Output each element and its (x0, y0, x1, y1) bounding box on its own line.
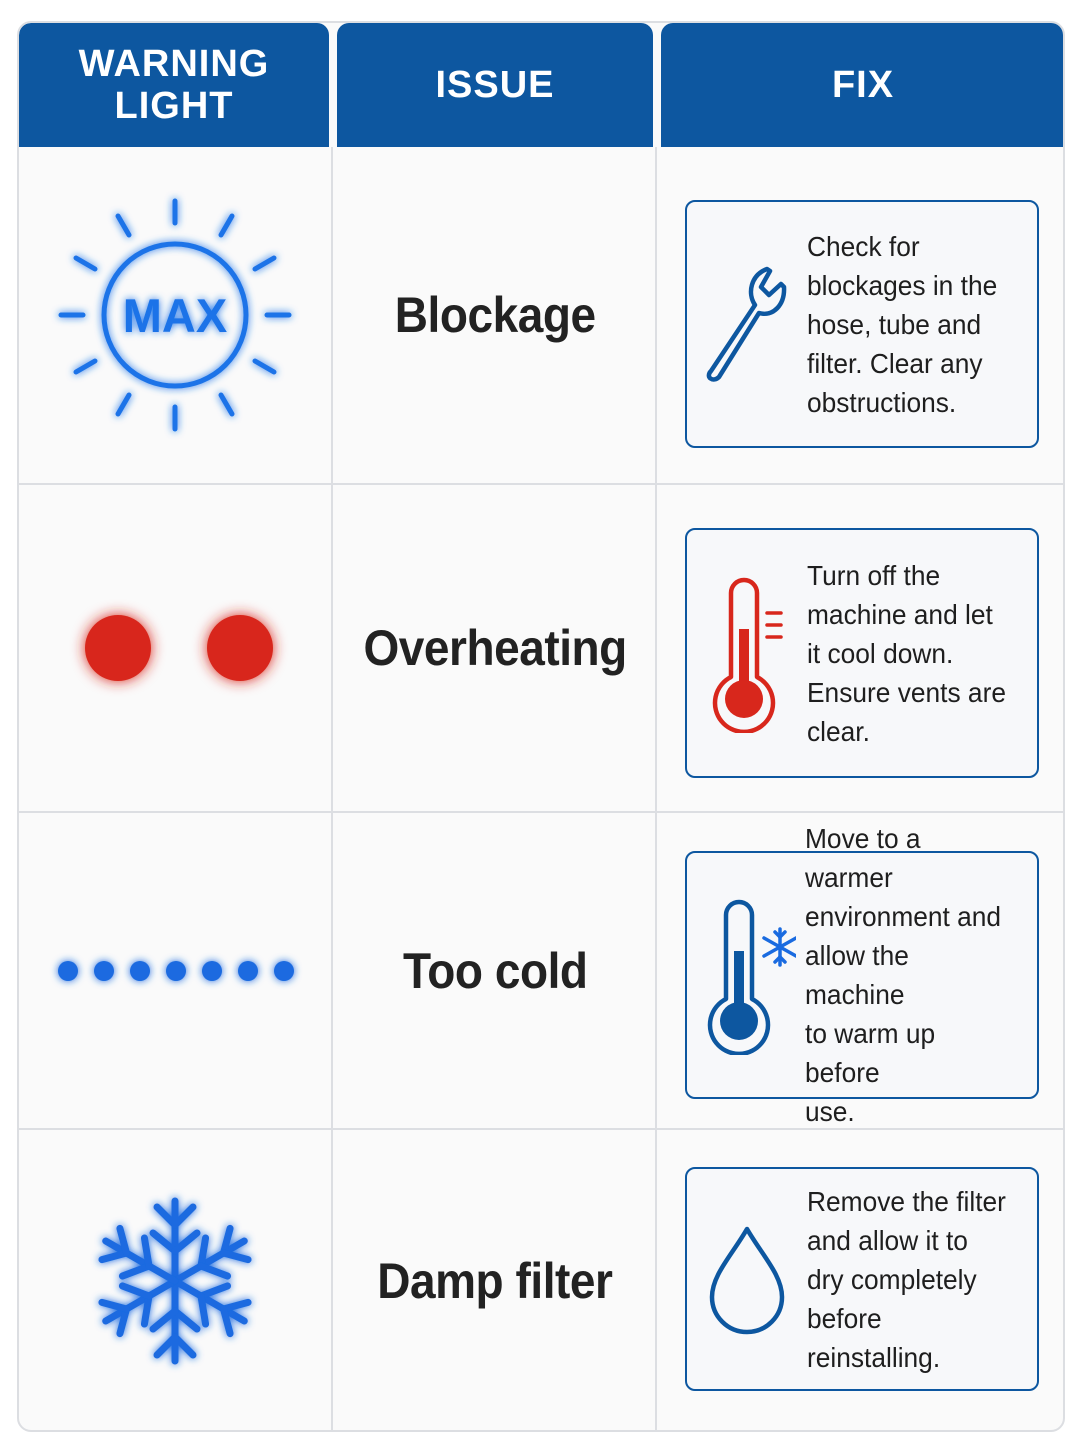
issue-label: Overheating (363, 620, 627, 676)
fix-line: environment and (805, 901, 1002, 932)
fix-line: dry completely (807, 1263, 977, 1295)
blue-dot (274, 961, 294, 981)
warning-light-cell (19, 485, 331, 811)
blue-dot (166, 961, 186, 981)
fix-box (685, 200, 1039, 448)
fix-box (685, 1167, 1039, 1391)
warning-light-table (17, 21, 1065, 1432)
fix-line: Move to a warmer (805, 823, 921, 893)
fix-line: filter. Clear any (807, 347, 983, 379)
fix-line: Check for (807, 230, 920, 262)
blue-dot (130, 961, 150, 981)
snowflake-icon (75, 1181, 275, 1381)
warning-light-cell (19, 1130, 331, 1432)
fix-line: clear. (807, 715, 870, 747)
max-glow-icon (45, 185, 305, 445)
cold-thermometer-icon (687, 895, 805, 1055)
fix-cell (659, 813, 1065, 1128)
issue-cell (333, 485, 657, 811)
warning-light-cell (19, 147, 331, 483)
issue-cell (333, 813, 657, 1128)
table-row-blockage (19, 147, 1063, 483)
blue-dot (94, 961, 114, 981)
issue-cell (333, 147, 657, 483)
header-warning-line2: LIGHT (114, 85, 234, 127)
fix-line: allow the machine (805, 940, 909, 1010)
red-dot (85, 615, 151, 681)
fix-text (807, 556, 1015, 751)
fix-line: hose, tube and (807, 308, 982, 340)
header-warning-light (19, 23, 329, 147)
header-warning-line1: WARNING (78, 43, 270, 85)
red-dot (207, 615, 273, 681)
blue-dot (202, 961, 222, 981)
fix-line: Remove the filter (807, 1185, 1006, 1217)
issue-label: Damp filter (377, 1253, 613, 1309)
fix-box (685, 528, 1039, 778)
table-row-too-cold (19, 813, 1063, 1128)
wrench-icon (687, 259, 807, 389)
fix-line: Turn off the (807, 559, 941, 591)
header-issue: ISSUE (337, 23, 653, 147)
max-label: MAX (122, 289, 228, 342)
fix-line: Ensure vents are (807, 676, 1006, 708)
small-snowflake-icon (764, 929, 796, 965)
fix-line: use. (805, 1096, 855, 1127)
warning-light-cell (19, 813, 331, 1128)
table-row-damp-filter (19, 1130, 1063, 1432)
fix-line: it cool down. (807, 637, 954, 669)
hot-thermometer-icon (687, 573, 807, 733)
fix-line: and allow it to (807, 1224, 968, 1256)
fix-cell (659, 147, 1065, 483)
fix-text (807, 1182, 1023, 1377)
fix-text (805, 819, 1023, 1131)
blue-dot (58, 961, 78, 981)
fix-cell (659, 1130, 1065, 1432)
issue-cell (333, 1130, 657, 1432)
issue-label: Too cold (402, 942, 588, 999)
fix-line: before reinstalling. (807, 1302, 941, 1373)
fix-box (685, 823, 1039, 1127)
header-fix: FIX (661, 23, 1065, 147)
two-red-dots-icon (45, 578, 305, 718)
fix-cell (659, 485, 1065, 811)
fix-line: machine and let (807, 598, 993, 630)
table-row-overheating (19, 485, 1063, 811)
blue-dot (238, 961, 258, 981)
fix-line: blockages in the (807, 269, 998, 301)
fix-line: to warm up before (805, 1018, 936, 1088)
water-drop-icon (687, 1219, 807, 1339)
issue-label: Blockage (394, 287, 596, 343)
fix-line: obstructions. (807, 386, 957, 418)
fix-text (807, 227, 1007, 422)
seven-blue-dots-icon (40, 941, 310, 1001)
